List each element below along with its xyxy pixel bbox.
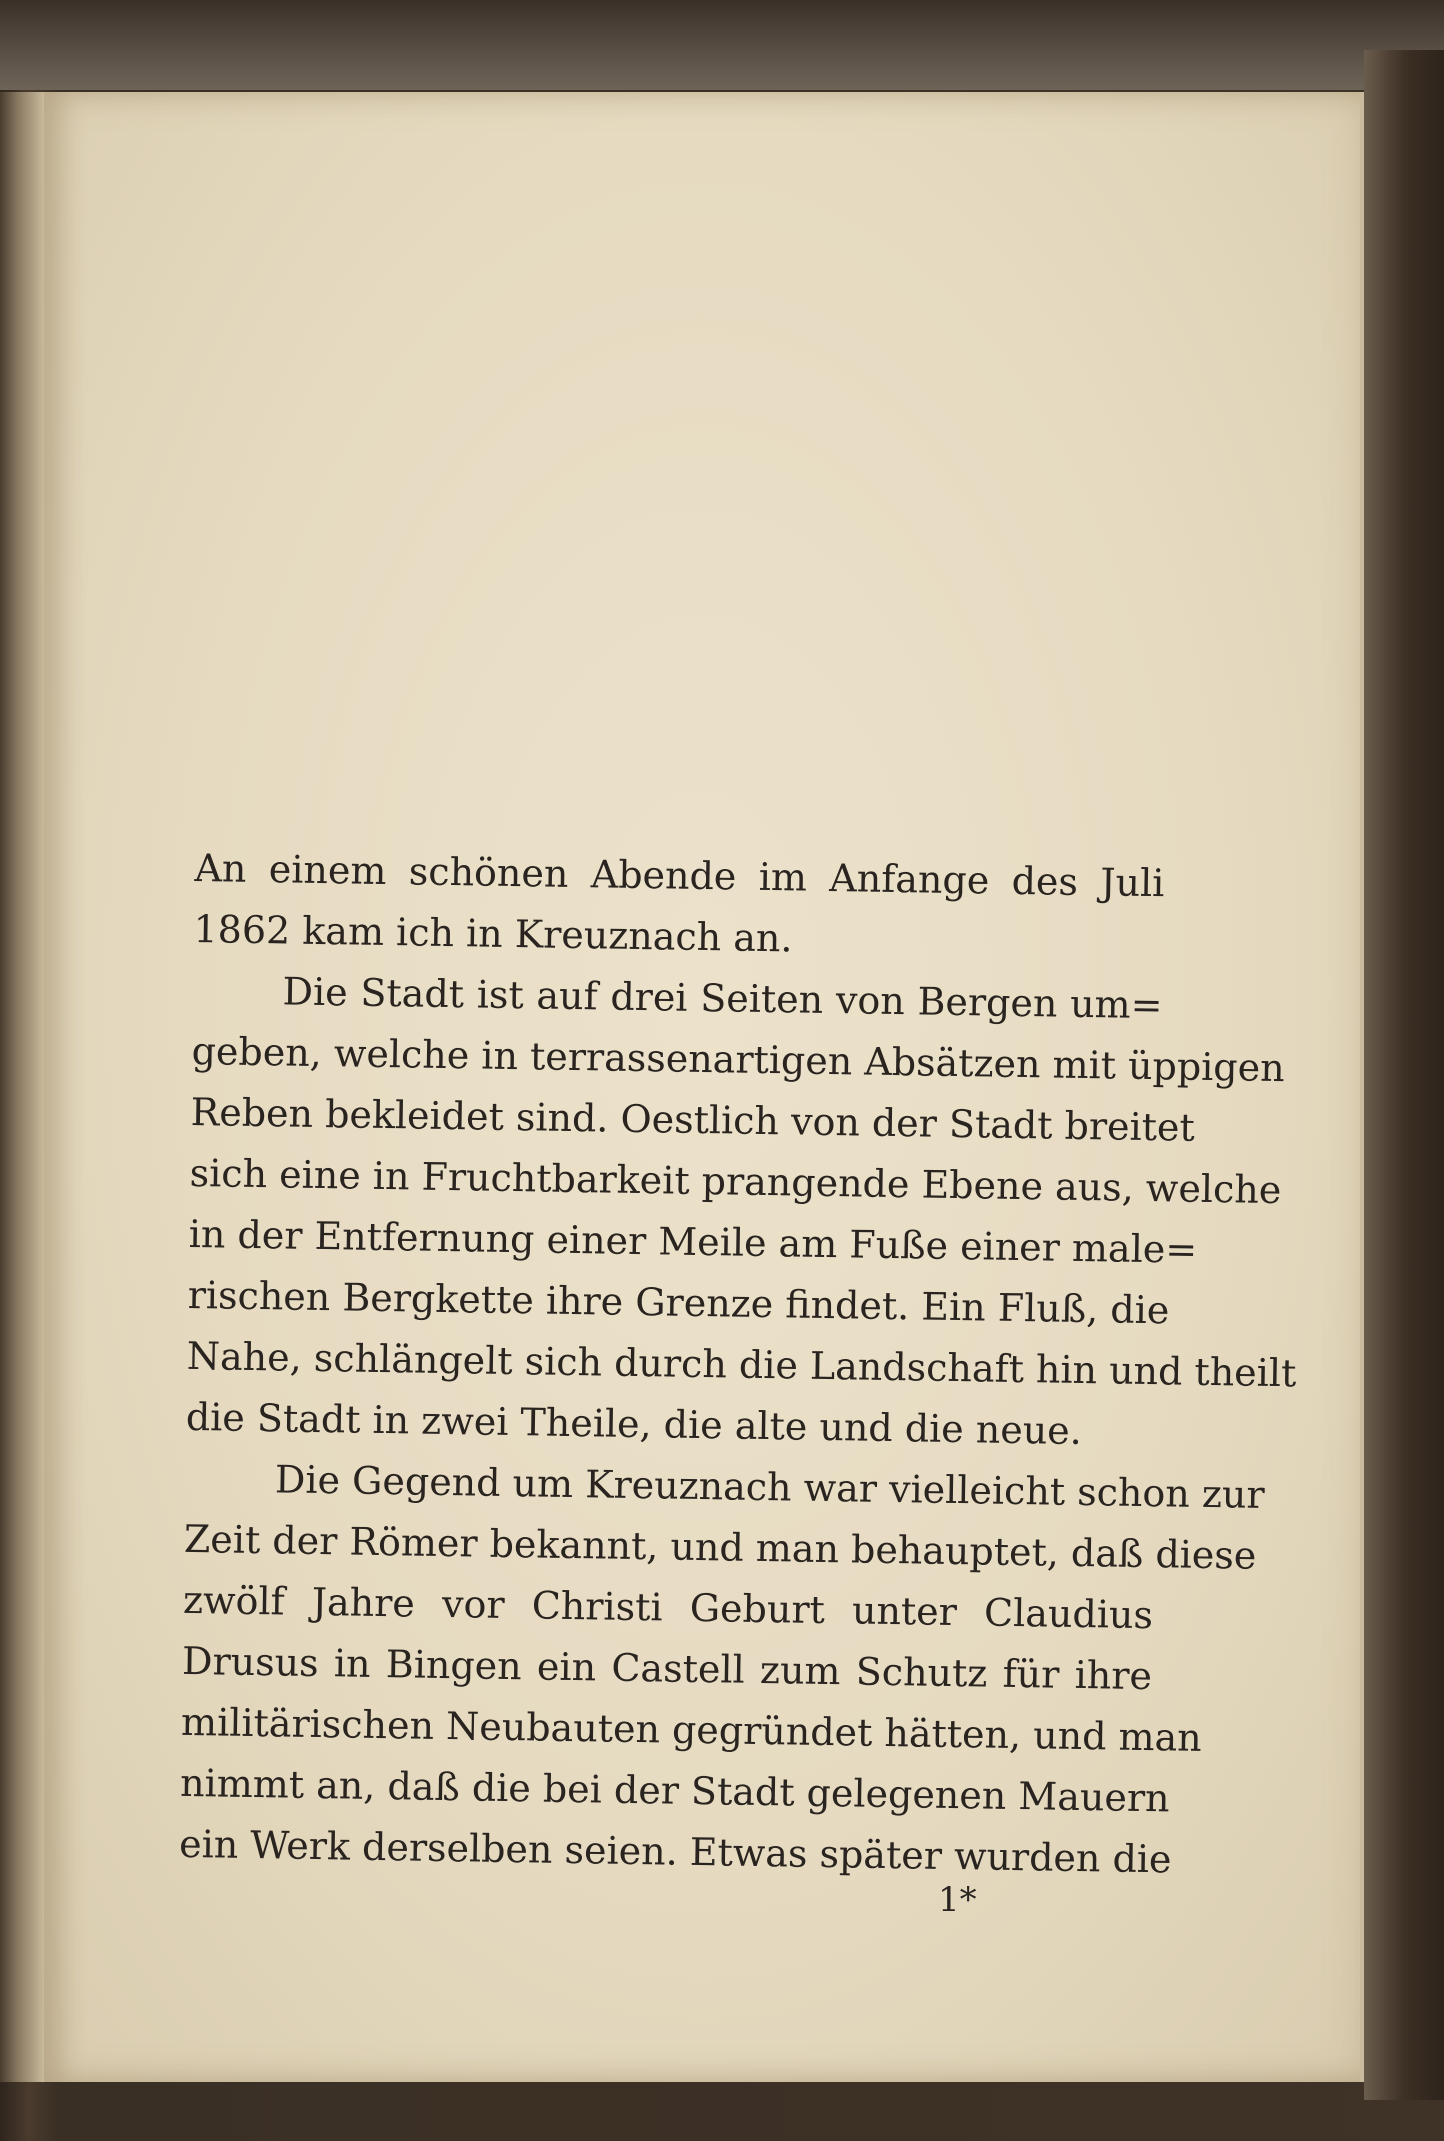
text-line: nimmt an, daß die bei der Stadt gelegenen Mauern [179,1760,1170,1821]
text-line: Zeit der Römer bekannt, und man behauptet, daß diese [183,1516,1257,1578]
paragraph-1 [193,838,1165,975]
text-line: 1862 kam ich in Kreuznach an. [193,906,793,961]
paragraph-2 [185,960,1297,1463]
text-line: Drusus in Bingen ein Castell zum Schutz für ihre [181,1638,1153,1699]
text-line: militärischen Neubauten gegründet hätten, und man [180,1699,1203,1760]
text-line: in der Entfernung einer Meile am Fuße einer male= [188,1211,1198,1272]
text-line: An einem schönen Abende im Anfange des Juli [194,845,1165,906]
body-text [178,838,1297,1890]
text-line: sich eine in Fruchtbarkeit prangende Ebene aus, welche [189,1150,1282,1213]
text-line: rischen Bergkette ihre Grenze findet. Ein Fluß, die [187,1272,1170,1333]
text-line: Die Stadt ist auf drei Seiten von Bergen um= [282,969,1163,1028]
text-line: geben, welche in terrassenartigen Absätzen mit üppigen [191,1028,1286,1091]
page-gutter [0,92,46,2082]
text-line: Nahe, schlängelt sich durch die Landschaft hin und theilt [186,1333,1297,1396]
text-line: die Stadt in zwei Theile, die alte und die neue. [185,1394,1083,1453]
text-line: Reben bekleidet sind. Oestlich von der Stadt breitet [190,1089,1196,1150]
paragraph-3 [178,1448,1265,1890]
book-cover-top [0,0,1444,90]
book-cover-right [1364,50,1444,2100]
text-line: zwölf Jahre vor Christi Geburt unter Claudius [182,1577,1154,1638]
text-line: ein Werk derselben seien. Etwas später wurden die [178,1821,1172,1882]
printer-signature: 1* [938,1880,977,1920]
text-line: Die Gegend um Kreuznach war vielleicht schon zur [274,1457,1265,1517]
